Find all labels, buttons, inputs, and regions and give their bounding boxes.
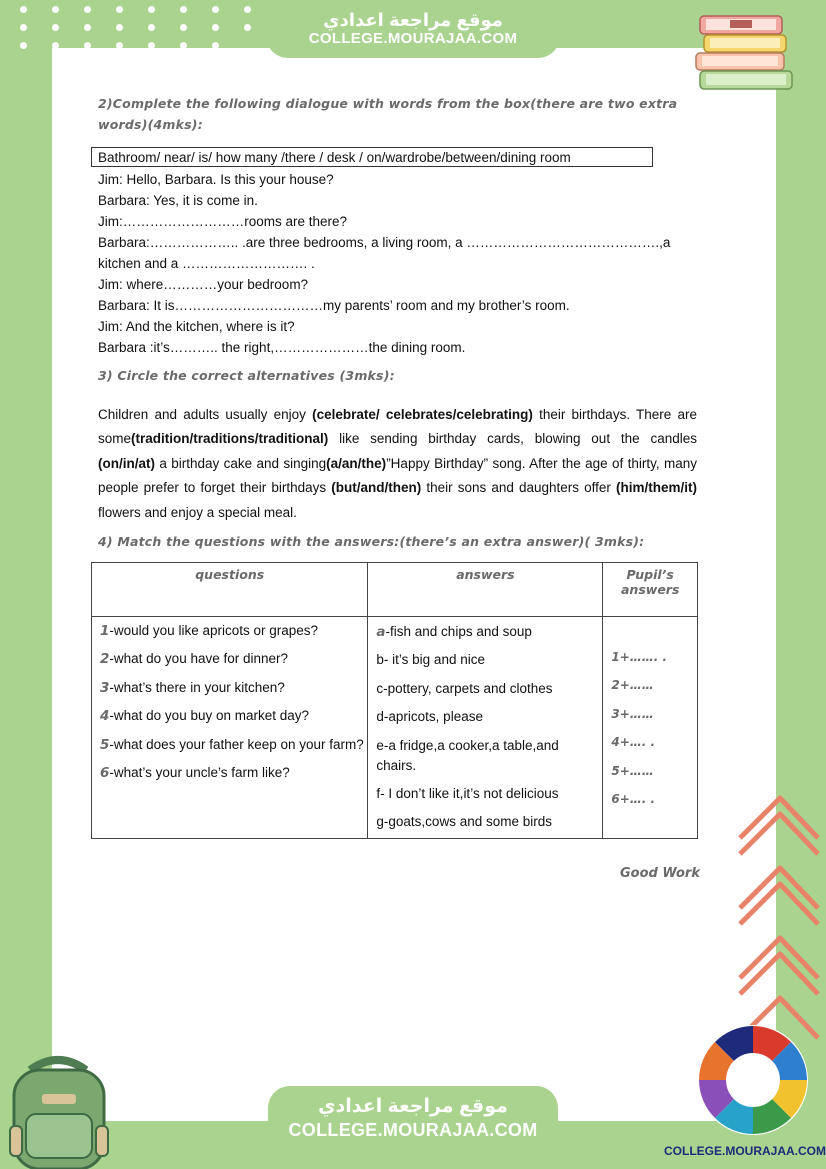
dialogue-line: Jim:………………………rooms are there? (98, 214, 348, 229)
answer-item: d-apricots, please (376, 709, 483, 725)
answer-item: b- it’s big and nice (376, 652, 485, 668)
circle-alternatives-paragraph: Children and adults usually enjoy (celebrate/ celebrates/celebrating) their birthdays. There are some(tradition/traditions/traditional) like sending birthday cards, blowing out the candles (on/in/at) a birthday cake and singing(a/an/the)”Happy Birthday” song. After the age of thirty, many people prefer to forget their birthdays (but/and/then) their sons and daughters offer (him/them/it) flowers and enjoy a special meal. (98, 407, 697, 520)
decorative-dots (0, 0, 260, 50)
choice-group[interactable]: (him/them/it) (616, 480, 697, 496)
answer-item: e-a fridge,a cooker,a table,and chairs. (376, 737, 559, 773)
column-header-questions: questions (92, 563, 368, 617)
question-item: 1-would you like apricots or grapes? (100, 623, 319, 639)
question-item: 4-what do you buy on market day? (100, 708, 310, 725)
pupil-answer-blank[interactable]: 2+…… (611, 678, 654, 693)
closing-remark: Good Work (620, 866, 700, 881)
site-logo-wheel-icon (696, 1022, 810, 1138)
dialogue-line: Jim: And the kitchen, where is it? (98, 319, 295, 334)
pupil-answers-column (603, 617, 698, 839)
choice-group[interactable]: (celebrate/ celebrates/celebrating) (312, 407, 533, 422)
pupil-answer-blank[interactable]: 3+…… (611, 706, 654, 721)
question-item: 2-what do you have for dinner? (100, 651, 289, 668)
section2-heading-line1: 2)Complete the following dialogue with words from the box(there are two extra (98, 96, 678, 111)
question-item: 3-what’s there in your kitchen? (100, 679, 285, 696)
dialogue-line: Jim: where…………your bedroom? (98, 277, 309, 292)
chevron-decoration-icon (730, 790, 820, 1050)
answer-item: c-pottery, carpets and clothes (376, 680, 553, 696)
dialogue-line: Jim: Hello, Barbara. Is this your house? (98, 172, 334, 187)
dialogue-line: Barbara:……………….. .are three bedrooms, a living room, a …………………………………….,a (98, 235, 671, 250)
column-header-answers: answers (368, 563, 603, 617)
word-box: Bathroom/ near/ is/ how many /there / desk / on/wardrobe/between/dining room (91, 147, 653, 167)
header-arabic-title: موقع مراجعة اعدادي (323, 10, 503, 30)
section2-heading-line2: words)(4mks): (98, 117, 203, 132)
section4-heading: 4) Match the questions with the answers:(there’s an extra answer)( 3mks): (98, 534, 645, 549)
backpack-icon (0, 1050, 118, 1169)
dialogue-line: kitchen and a ………………………. . (98, 256, 315, 271)
choice-group[interactable]: (on/in/at) (98, 455, 155, 471)
footer-site-link[interactable]: COLLEGE.MOURAJAA.COM (288, 1120, 538, 1140)
pupil-answer-blank[interactable]: 4+…. . (611, 735, 656, 750)
dialogue-line: Barbara :it’s……….. the right,…………………the dining room. (98, 340, 466, 355)
pupil-answer-blank[interactable]: 6+…. . (611, 792, 656, 807)
choice-group[interactable]: (but/and/then) (331, 480, 422, 496)
questions-column (92, 617, 368, 839)
matching-table (91, 562, 698, 839)
answer-item: g-goats,cows and some birds (376, 814, 552, 830)
choice-group[interactable]: (tradition/traditions/traditional) (131, 431, 329, 447)
dialogue-line: Barbara: Yes, it is come in. (98, 193, 258, 208)
choice-group[interactable]: (a/an/the) (326, 455, 387, 471)
header-site-link[interactable]: COLLEGE.MOURAJAA.COM (308, 30, 518, 47)
footer-banner (268, 1086, 558, 1150)
column-header-pupil-answers: Pupil’s answers (603, 563, 698, 617)
question-item: 6-what’s your uncle’s farm like? (100, 764, 290, 781)
footer-brand-text[interactable]: COLLEGE.MOURAJAA.COM (664, 1144, 826, 1158)
question-item: 5-what does your father keep on your farm? (100, 736, 364, 753)
answer-item: f- I don’t like it,it’s not delicious (376, 785, 559, 801)
answer-item: a-fish and chips and soup (376, 624, 532, 640)
section3-heading: 3) Circle the correct alternatives (3mks): (98, 368, 395, 383)
header-banner (266, 0, 560, 58)
dialogue-line: Barbara: It is……………………………my parents’ room and my brother’s room. (98, 298, 570, 313)
answers-column (368, 617, 603, 839)
books-stack-icon (690, 10, 802, 92)
footer-arabic-title: موقع مراجعة اعدادي (318, 1096, 508, 1117)
pupil-answer-blank[interactable]: 5+…… (611, 763, 654, 778)
pupil-answer-blank[interactable]: 1+……. . (611, 650, 668, 664)
